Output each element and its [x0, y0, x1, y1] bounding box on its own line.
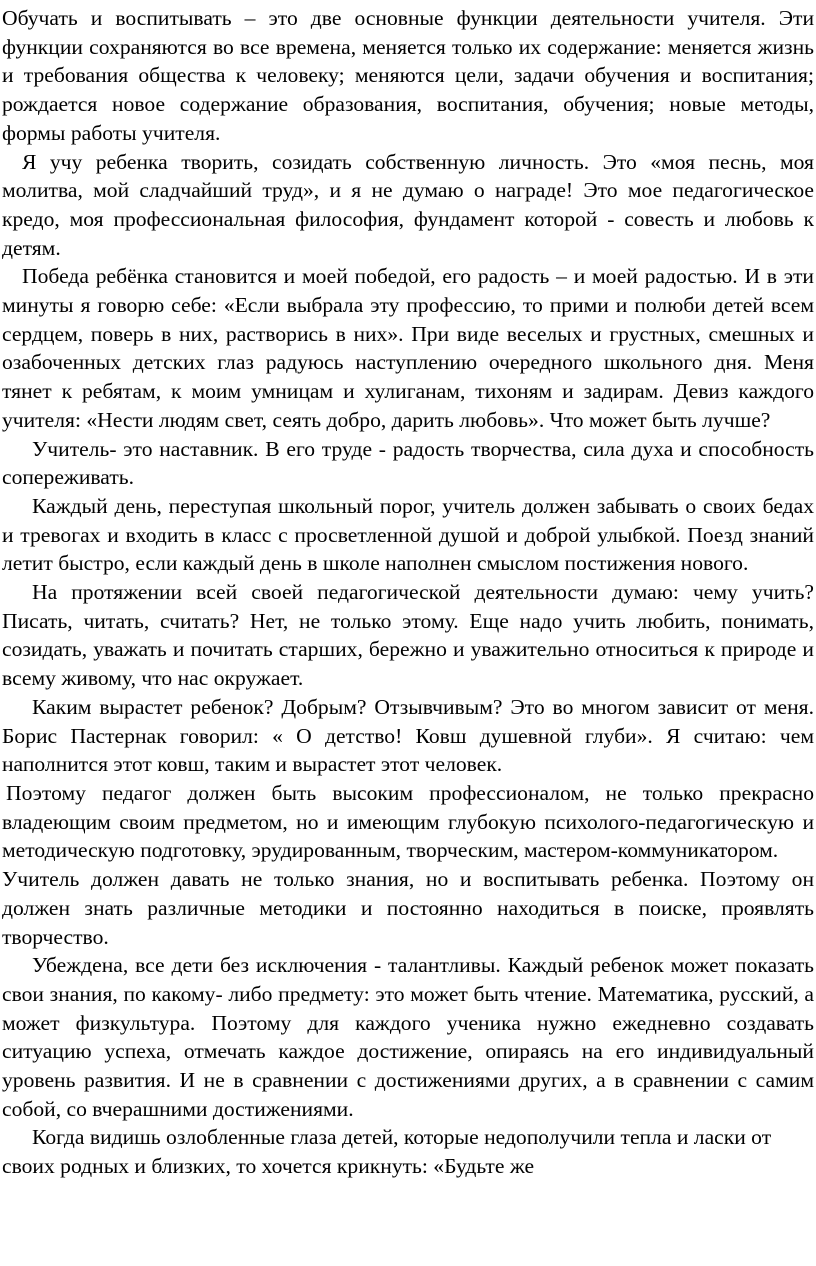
paragraph-5: Каждый день, переступая школьный порог, учитель должен забывать о своих бедах и тревогах и входить в класс с просветленной душой и доброй улыбкой. Поезд знаний летит быстро, если каждый день в школе наполнен смыслом постижения нового. [2, 493, 814, 576]
paragraph-6: На протяжении всей своей педагогической деятельности думаю: чему учить? Писать, читать, считать? Нет, не только этому. Еще надо учить любить, понимать, созидать, уважать и почитать старших, бережно и уважительно относиться к природе и всему живому, что нас окружает. [2, 580, 814, 691]
paragraph-11: Когда видишь озлобленные глаза детей, которые недополучили тепла и ласки от своих родных и близких, то хочется крикнуть: «Будьте же [2, 1125, 772, 1179]
paragraph-1: Обучать и воспитывать – это две основные функции деятельности учителя. Эти функции сохраняются во все времена, меняется только их содержание: меняется жизнь и требования общества к человеку; меняются цели, задачи обучения и воспитания; рождается новое содержание образования, воспитания, обучения; новые методы, формы работы учителя. [2, 6, 814, 145]
paragraph-7: Каким вырастет ребенок? Добрым? Отзывчивым? Это во многом зависит от меня. Борис Пастернак говорил: « О детство! Ковш душевной глуби». Я считаю: чем наполнится этот ковш, таким и вырастет этот человек. [2, 694, 814, 777]
paragraph-10: Убеждена, все дети без исключения - талантливы. Каждый ребенок может показать свои знания, по какому- либо предмету: это может быть чтение. Математика, русский, а может физкультура. Поэтому для каждого ученика нужно ежедневно создавать ситуацию успеха, отмечать каждое достижение, опираясь на его индивидуальный уровень развития. И не в сравнении с достижениями других, а в сравнении с самим собой, со вчерашними достижениями. [2, 953, 814, 1121]
paragraph-4: Учитель- это наставник. В его труде - радость творчества, сила духа и способность сопереживать. [2, 436, 814, 490]
paragraph-3: Победа ребёнка становится и моей победой, его радость – и моей радостью. И в эти минуты я говорю себе: «Если выбрала эту профессию, то прими и полюби детей всем сердцем, поверь в них, растворись в них». При виде веселых и грустных, смешных и озабоченных детских глаз радуюсь наступлению очередного школьного дня. Меня тянет к ребятам, к моим умницам и хулиганам, тихоням и задирам. Девиз каждого учителя: «Нести людям свет, сеять добро, дарить любовь». Что может быть лучше? [2, 264, 814, 432]
paragraph-2: Я учу ребенка творить, созидать собственную личность. Это «моя песнь, моя молитва, мой сладчайший труд», и я не думаю о награде! Это мое педагогическое кредо, моя профессиональная философия, фундамент которой - совесть и любовь к детям. [2, 149, 814, 260]
paragraph-8: Поэтому педагог должен быть высоким профессионалом, не только прекрасно владеющим своим предметом, но и имеющим глубокую психолого-педагогическую и методическую подготовку, эрудированным, творческим, мастером-коммуникатором. [2, 780, 814, 863]
paragraph-9: Учитель должен давать не только знания, но и воспитывать ребенка. Поэтому он должен знать различные методики и постоянно находиться в поиске, проявлять творчество. [2, 867, 814, 949]
